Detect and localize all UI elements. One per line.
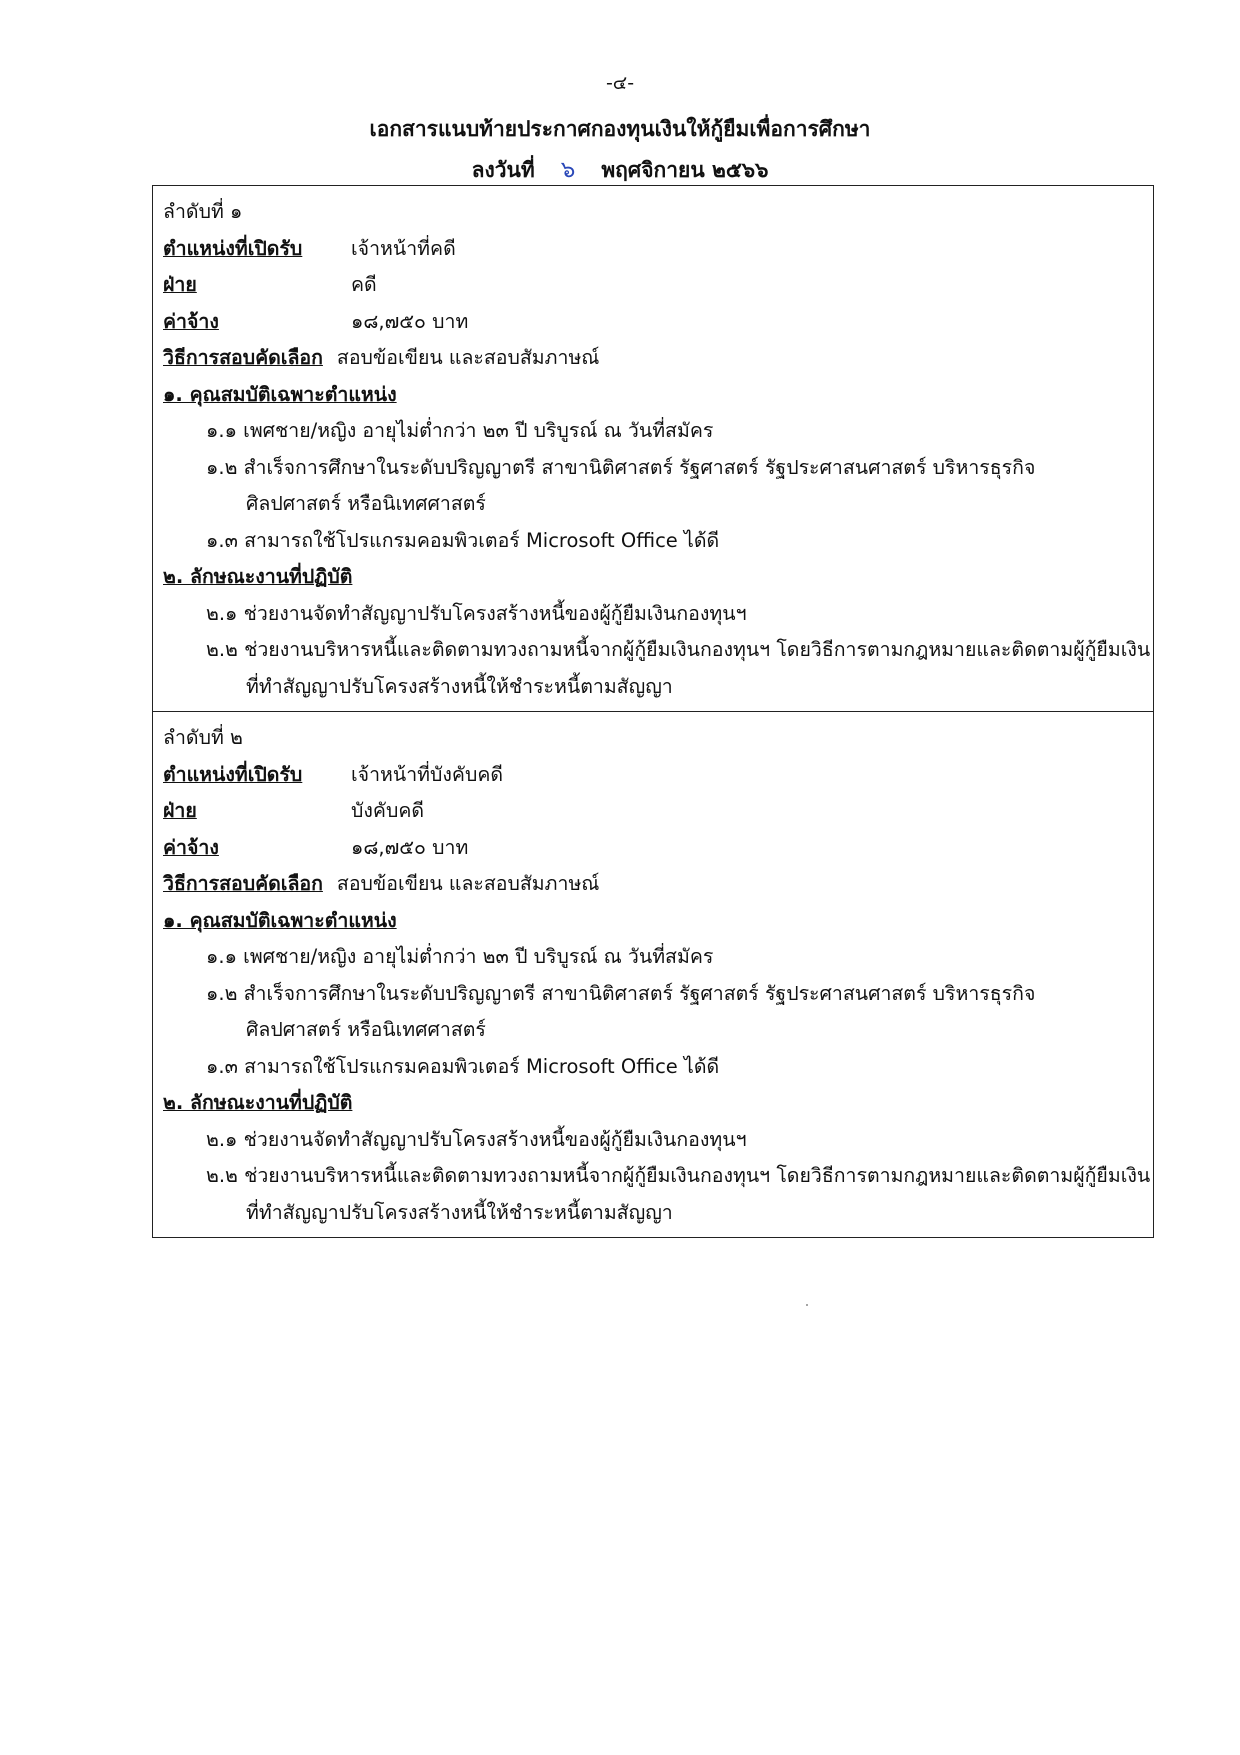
department-row [163,793,1143,830]
qualification-item: ๑.๒ สำเร็จการศึกษาในระดับปริญญาตรี สาขานิติศาสตร์ รัฐศาสตร์ รัฐประศาสนศาสตร์ บริหารธุรกิจ [206,981,1036,1005]
duty-heading [163,1085,1143,1122]
position-row [163,231,1143,268]
wage-row [163,304,1143,341]
department-label: ฝ่าย [163,273,197,296]
qualification-item-continuation: ศิลปศาสตร์ หรือนิเทศศาสตร์ [246,1018,486,1041]
scan-speck [806,1304,808,1306]
qualification-heading [163,903,1143,940]
position-section-1 [153,186,1153,711]
department-label: ฝ่าย [163,799,197,822]
qualification-item: ๑.๑ เพศชาย/หญิง อายุไม่ต่ำกว่า ๒๓ ปี บริบูรณ์ ณ วันที่สมัคร [206,945,714,968]
department-value: บังคับคดี [351,799,425,822]
position-row [163,757,1143,794]
order-number: ลำดับที่ ๒ [163,726,243,749]
position-section-2 [153,711,1153,1237]
qualification-heading [163,377,1143,414]
department-row [163,267,1143,304]
duty-item: ๒.๑ ช่วยงานจัดทำสัญญาปรับโครงสร้างหนี้ของผู้กู้ยืมเงินกองทุนฯ [206,1127,747,1151]
position-value: เจ้าหน้าที่คดี [351,236,456,260]
qualification-item: ๑.๒ สำเร็จการศึกษาในระดับปริญญาตรี สาขานิติศาสตร์ รัฐศาสตร์ รัฐประศาสนศาสตร์ บริหารธุรกิจ [206,455,1036,479]
date-day: ๖ [560,157,576,183]
qualification-item: ๑.๓ สามารถใช้โปรแกรมคอมพิวเตอร์ Microsoft Office ได้ดี [206,1054,720,1078]
page-number: -๔- [605,72,635,94]
qualification-heading-label: ๑. คุณสมบัติเฉพาะตำแหน่ง [163,908,397,932]
duty-item: ๒.๒ ช่วยงานบริหารหนี้และติดตามทวงถามหนี้จากผู้กู้ยืมเงินกองทุนฯ โดยวิธีการตามกฎหมายและติดตามผู้กู้ยืมเงิน [206,1164,1151,1187]
wage-value: ๑๘,๗๕๐ บาท [351,835,469,859]
selection-method-row [163,340,1143,377]
position-table [152,185,1154,1238]
position-label: ตำแหน่งที่เปิดรับ [163,236,303,260]
qualification-item-continuation: ศิลปศาสตร์ หรือนิเทศศาสตร์ [246,492,486,515]
wage-row [163,830,1143,867]
selection-method-label: วิธีการสอบคัดเลือก [163,346,323,369]
wage-label: ค่าจ้าง [163,309,219,333]
duty-item: ๒.๑ ช่วยงานจัดทำสัญญาปรับโครงสร้างหนี้ของผู้กู้ยืมเงินกองทุนฯ [206,601,747,625]
wage-value: ๑๘,๗๕๐ บาท [351,309,469,333]
duty-heading-label: ๒. ลักษณะงานที่ปฏิบัติ [163,565,353,588]
duty-heading [163,559,1143,596]
document-date [0,152,1240,188]
position-value: เจ้าหน้าที่บังคับคดี [351,762,504,786]
qualification-heading-label: ๑. คุณสมบัติเฉพาะตำแหน่ง [163,382,397,406]
department-value: คดี [351,273,377,296]
qualification-item: ๑.๓ สามารถใช้โปรแกรมคอมพิวเตอร์ Microsoft Office ได้ดี [206,528,720,552]
selection-method-value: สอบข้อเขียน และสอบสัมภาษณ์ [336,872,600,895]
duty-item-continuation: ที่ทำสัญญาปรับโครงสร้างหนี้ให้ชำระหนี้ตามสัญญา [246,674,673,698]
order-number: ลำดับที่ ๑ [163,200,243,223]
selection-method-label: วิธีการสอบคัดเลือก [163,872,323,895]
date-month-year: พฤศจิกายน ๒๕๖๖ [601,158,769,182]
qualification-item: ๑.๑ เพศชาย/หญิง อายุไม่ต่ำกว่า ๒๓ ปี บริบูรณ์ ณ วันที่สมัคร [206,419,714,442]
position-label: ตำแหน่งที่เปิดรับ [163,762,303,786]
selection-method-value: สอบข้อเขียน และสอบสัมภาษณ์ [336,346,600,369]
duty-item-continuation: ที่ทำสัญญาปรับโครงสร้างหนี้ให้ชำระหนี้ตามสัญญา [246,1200,673,1224]
duty-heading-label: ๒. ลักษณะงานที่ปฏิบัติ [163,1091,353,1114]
date-prefix: ลงวันที่ [471,158,535,182]
wage-label: ค่าจ้าง [163,835,219,859]
selection-method-row [163,866,1143,903]
duty-item: ๒.๒ ช่วยงานบริหารหนี้และติดตามทวงถามหนี้จากผู้กู้ยืมเงินกองทุนฯ โดยวิธีการตามกฎหมายและติดตามผู้กู้ยืมเงิน [206,638,1151,661]
document-title: เอกสารแนบท้ายประกาศกองทุนเงินให้กู้ยืมเพื่อการศึกษา [369,117,871,141]
